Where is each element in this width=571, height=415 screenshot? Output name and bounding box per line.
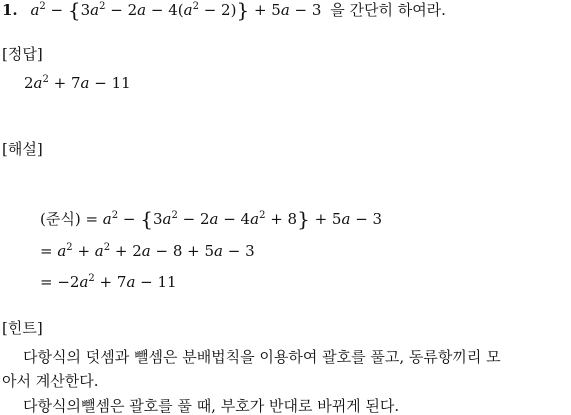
problem-instruction: 을 간단히 하여라. <box>330 1 446 19</box>
explanation-step-2: = $a^2 + a^2 + 2a - 8 + 5a - 3$ <box>40 242 255 260</box>
step-prefix: (준식) <box>40 210 81 228</box>
answer-expression: $2a^2 + 7a - 11$ <box>24 74 131 92</box>
hint-line-1: 다항식의 덧셈과 뺄셈은 분배법칙을 이용하여 괄호를 풀고, 동류항끼리 모 <box>23 348 501 366</box>
problem-line <box>2 0 446 22</box>
explanation-label: [해설] <box>2 140 43 158</box>
hint-label: [힌트] <box>2 319 43 337</box>
explanation-step-1: (준식) = $a^2 - \{3a^2 - 2a - 4a^2 + 8\} + 5a - 3$ <box>40 207 383 231</box>
hint-line-3: 다항식의뺄셈은 괄호를 풀 때, 부호가 반대로 바뀌게 된다. <box>23 397 400 415</box>
problem-expression: $a^2 - \{3a^2 - 2a - 4(a^2 - 2)\} + 5a - 3$ <box>30 0 327 22</box>
answer-label: [정답] <box>2 45 43 63</box>
problem-number: 1. <box>2 1 18 19</box>
explanation-step-3: = $-2a^2 + 7a - 11$ <box>40 273 177 291</box>
hint-line-2: 아서 계산한다. <box>2 372 99 390</box>
